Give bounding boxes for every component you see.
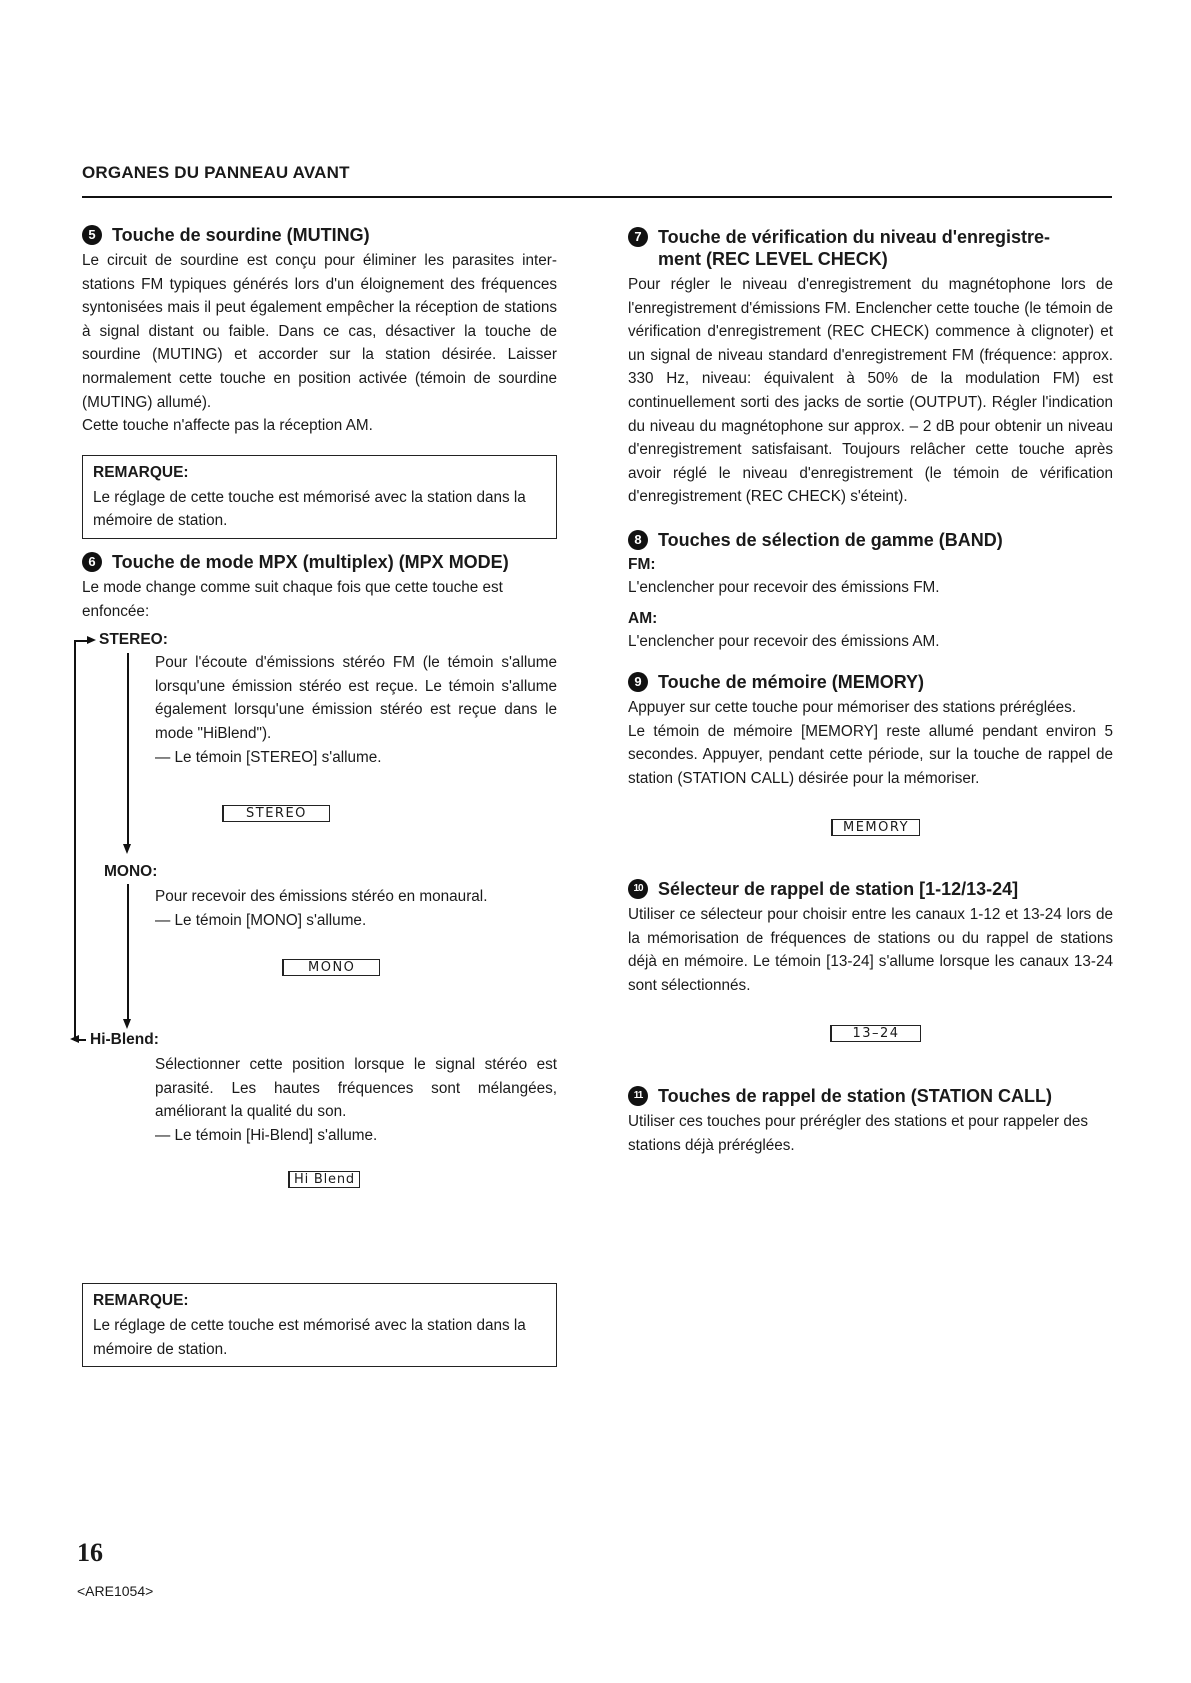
section-5-body-2: Cette touche n'affecte pas la réception AM. (82, 417, 373, 435)
header-rule (82, 196, 1112, 198)
number-8-icon: 8 (628, 530, 648, 550)
mpx-mode-diagram (82, 631, 557, 1203)
am-label: AM: (628, 609, 658, 627)
am-text: L'enclencher pour recevoir des émissions AM. (628, 632, 940, 650)
section-7-heading-line-2: ment (REC LEVEL CHECK) (658, 249, 888, 269)
stereo-lcd: STEREO (222, 805, 330, 822)
left-column (82, 224, 557, 1379)
note-text: Le réglage de cette touche est mémorisé avec la station dans la mémoire de station. (93, 1317, 526, 1358)
note-box-mpx (82, 1283, 557, 1367)
right-column (628, 226, 1113, 1157)
fm-text: L'enclencher pour recevoir des émissions FM. (628, 578, 940, 596)
arrow-down-icon (123, 1019, 131, 1029)
document-code: <ARE1054> (77, 1583, 154, 1599)
section-7-body: Pour régler le niveau d'enregistrement du magnétophone lors de l'enregistrement d'émissions FM. Enclencher cette touche (le témoin de vérification d'enregistrement (REC CHECK) commence à clignoter) et un signal de niveau standard d'enregistrement FM (fréquence: approx. 330 Hz, niveau: équivalent à 50% de la modulation FM) est continuellement sorti des jacks de sortie (OUTPUT). Régler l'indication du niveau du magnétophone sur approx. – 2 dB pour obtenir un niveau d'enregistrement satisfaisant. Toujours relâcher cette touche après avoir réglé le niveau d'enregistrement (le témoin de vérification d'enregistrement (REC CHECK) s'éteint). (628, 276, 1113, 506)
section-11-body: Utiliser ces touches pour prérégler des stations et pour rappeler des stations déjà préréglées. (628, 1113, 1088, 1154)
stereo-connector (74, 640, 88, 642)
number-6-icon: 6 (82, 552, 102, 572)
section-9-body: Appuyer sur cette touche pour mémoriser des stations préréglées. (628, 699, 1077, 717)
note-text: Le réglage de cette touche est mémorisé avec la station dans la mémoire de station. (93, 488, 526, 530)
memory-display (638, 815, 1113, 839)
section-8-title (628, 529, 1113, 551)
fm-label: FM: (628, 555, 656, 573)
note-title: REMARQUE: (93, 1292, 189, 1310)
page-number: 16 (77, 1538, 103, 1567)
section-9-heading: Touche de mémoire (MEMORY) (658, 672, 925, 693)
section-7-heading-line-1: Touche de vérification du niveau d'enregistre- (658, 227, 1051, 247)
mono-description (155, 885, 557, 932)
mono-text: Pour recevoir des émissions stéréo en monaural. (155, 888, 488, 906)
section-9-body-2: Le témoin de mémoire [MEMORY] reste allumé pendant environ 5 secondes. Appuyer, pendant cette période, sur la touche de rappel de station (STATION CALL) désirée pour la mémoriser. (628, 722, 1113, 787)
section-10-body: Utiliser ce sélecteur pour choisir entre les canaux 1-12 et 13-24 lors de la mémorisation de fréquences de stations ou du rappel de stations déjà en mémoire. Le témoin [13-24] s'allume lorsque les canaux 13-24 sont sélectionnés. (628, 906, 1113, 994)
section-10-title (628, 878, 1113, 900)
section-11-title (628, 1085, 1113, 1107)
section-8-heading: Touches de sélection de gamme (BAND) (658, 529, 1003, 550)
hiblend-display (288, 1167, 360, 1191)
number-9-icon: 9 (628, 672, 648, 692)
number-5-icon: 5 (82, 225, 102, 245)
hiblend-indicator-text: — Le témoin [Hi-Blend] s'allume. (155, 1126, 378, 1144)
stereo-text: Pour l'écoute d'émissions stéréo FM (le témoin s'allume lorsqu'une émission stéréo est reçue. Le témoin s'allume également lorsqu'une émission stéréo est reçue dans le mode "HiBlend"). (155, 654, 557, 742)
section-10-heading: Sélecteur de rappel de station [1-12/13-24] (658, 879, 1019, 900)
section-7-heading (658, 226, 1050, 270)
section-7-title (628, 226, 1113, 270)
section-11-heading: Touches de rappel de station (STATION CALL) (658, 1086, 1053, 1107)
section-6-heading: Touche de mode MPX (multiplex) (MPX MODE) (112, 551, 509, 572)
section-6-body: Le mode change comme suit chaque fois que cette touche est enfoncée: (82, 578, 503, 620)
arrow-down-icon (123, 844, 131, 854)
stereo-indicator-text: — Le témoin [STEREO] s'allume. (155, 748, 382, 766)
note-title: REMARQUE: (93, 463, 189, 481)
note-box-muting (82, 455, 557, 539)
stereo-display (222, 801, 330, 825)
section-5-heading: Touche de sourdine (MUTING) (112, 225, 370, 245)
mono-to-hiblend-line (127, 884, 129, 1022)
mono-lcd: MONO (282, 959, 380, 976)
section-9-title (628, 671, 1113, 693)
stereo-description (155, 651, 557, 769)
mono-indicator-text: — Le témoin [MONO] s'allume. (155, 911, 367, 929)
page-header: ORGANES DU PANNEAU AVANT (82, 163, 350, 182)
return-line (74, 640, 76, 1040)
channel-lcd: 13–24 (830, 1025, 920, 1042)
hiblend-lcd: Hi Blend (288, 1171, 360, 1188)
stereo-to-mono-line (127, 653, 129, 848)
section-5-body: Le circuit de sourdine est conçu pour éliminer les parasites inter-stations FM typiques générés lors d'un éloignement des fréquences syntonisées mais il peut également empêcher la réception de stations à signal distant ou faible. Dans ce cas, désactiver la touche de sourdine (MUTING) et accorder sur la station désirée. Laisser normalement cette touche en position activée (témoin de sourdine (MUTING) allumé). (82, 252, 557, 411)
hiblend-label: Hi-Blend: (90, 1031, 159, 1049)
number-10-icon: 10 (628, 879, 648, 899)
arrow-left-icon (70, 1035, 79, 1043)
memory-lcd: MEMORY (831, 819, 920, 836)
hiblend-text: Sélectionner cette position lorsque le signal stéréo est parasité. Les hautes fréquences sont mélangées, améliorant la qualité du son. (155, 1056, 557, 1121)
number-7-icon: 7 (628, 227, 648, 247)
number-11-icon: 11 (628, 1086, 648, 1106)
arrow-right-icon (87, 636, 96, 644)
hiblend-description (155, 1053, 557, 1147)
section-5-title (82, 224, 557, 246)
mono-display (282, 955, 380, 979)
stereo-label: STEREO: (99, 631, 168, 649)
channel-display (638, 1021, 1113, 1045)
mono-label: MONO: (104, 863, 158, 881)
section-6-title (82, 551, 557, 573)
